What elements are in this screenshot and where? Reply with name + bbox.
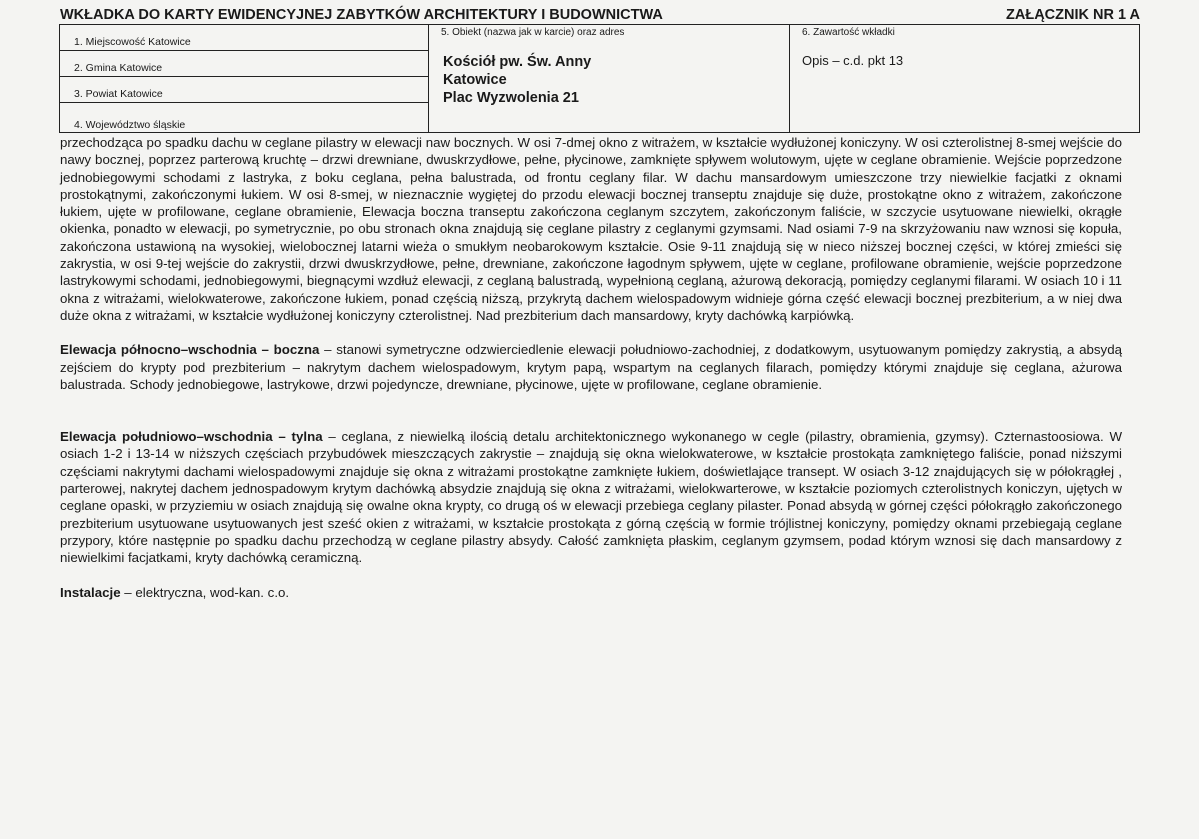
object-address: Plac Wyzwolenia 21 [443,90,579,106]
field-miejscowosc-text: 1. Miejscowość Katowice [74,36,191,48]
paragraph-2 [60,341,1122,393]
field-powiat [60,77,428,103]
paragraph-3-heading: Elewacja południowo–wschodnia – tylna [60,429,323,445]
field-gmina [60,51,428,77]
object-field [428,25,790,132]
contents-value: Opis – c.d. pkt 13 [802,53,904,68]
paragraph-3 [60,428,1122,566]
paragraph-4 [60,584,1122,601]
annex-label: ZAŁĄCZNIK NR 1 A [1006,7,1140,23]
contents-label: 6. Zawartość wkładki [802,27,895,38]
contents-field [789,25,1140,132]
location-fields [60,25,428,132]
paragraph-3-text: – ceglana, z niewielką ilością detalu architektonicznego wykonanego w cegle (pilastry, obramienia, gzymsy). Czternastoosiowa. W osiach 1-2 i 13-14 w niższych częściach przybudówek mieszczących zakrystie – znajdują się okna wielokwaterowe, w kształcie prostokąta zamkniętego faliście, ponad niższymi częściami nakrytymi dachami wielospadowymi znajduje się okna z witrażami prostokątne zamknięte łukiem, doświetlające transept. W osiach 3-12 znajdujących się w półokrągłej , parterowej, nakrytej dachem jednospadowym krytym dachówką absydzie znajdują się okna z witrażami, wielokwarterowe, w kształcie poziomych czterolistnych koniczyn, ujętych w ceglane opaski, w przyziemiu w osiach znajdują się owalne okna krypty, co drugą oś w elewacji przebiega ceglany pilaster. Ponad absydą w górnej części półokrągło zakończonego prezbiterium usytuowane usytuowanych jest sześć okien z witrażami, w kształcie prostokąta z górną częścią w formie trójlistnej koniczyny, pomiędzy oknami przebiegają ceglane przypory, które następnie po spadku dachu przechodzą w ceglane pilastry absydy. Całość zamknięta płaskim, ceglanym gzymsem, podad którym wznosi się dach mansardowy z niewielkimi facjatkami, kryty dachówką ceramiczną. [60,429,1122,566]
title-row [60,7,1140,25]
paragraph-2-text: – stanowi symetryczne odzwierciedlenie elewacji południowo-zachodniej, z dodatkowym, usytuowanym pomiędzy zakrystią, a absydą zejściem do krypty pod prezbiterium – nakrytym dachem wielospadowym, krytym papą, wspartym na ceglanych filarach, pomiędzy którymi znajduje się ceglana, ażurowa balustrada. Schody jednobiegowe, lastrykowe, drzwi pojedyncze, drewniane, płycinowe, ujęte w profilowane, ceglane obramienie. [60,342,1122,392]
object-name: Kościół pw. Św. Anny [443,54,592,70]
field-wojewodztwo [60,103,428,133]
paragraph-1: przechodząca po spadku dachu w ceglane pilastry w elewacji naw bocznych. W osi 7-dmej okno z witrażem, w kształcie wydłużonej koniczyny. W osi czterolistnej 8-smej wejście do nawy bocznej, poprzez parterową kruchtę – drzwi drewniane, dwuskrzydłowe, pełne, płycinowe, zamknięte spływem wolutowym, ujęte w ceglane obramienie. Wejście poprzedzone jednobiegowymi schodami z lastryka, z boku ceglana, pełna balustrada, od frontu ceglany filar. W dachu mansardowym umieszczone trzy niewielkie facjatki z oknami prostokątnymi, zakończonymi łukiem. W osi 8-smej, w nieznacznie wygiętej do przodu elewacji bocznej transeptu znajduje się duże, prostokątne okno z witrażem, zakończone łukiem, ujęte w profilowane, ceglane obramienie, Elewacja boczna transeptu zakończona ceglanym szczytem, zakończonym faliście, w szczycie usytuowane niewielki, okrągłe okienka, ponadto w elewacji, po symetrycznie, po obu stronach okna znajdują się ceglane pilastry z ceglanymi gzymsami. Nad osiami 7-9 na skrzyżowaniu naw wznosi się kopuła, zakończona ustawioną na wysokiej, wielobocznej latarni wieża o smukłym neobarokowym kształcie. Osie 9-11 znajdują się w nieco niższej bocznej części, w której zmieści się zakrystia, w osi 9-tej wejście do zakrystii, drzwi dwuskrzydłowe, pełne, drewniane, zakończone łagodnym spływem, ujęte w ceglane, profilowane obramienie, wejście poprzedzone lastrykowymi schodami, jednobiegowymi, biegnącymi wzdłuż elewacji, z ceglaną balustradą, wypełnioną ceglaną, ażurową dekoracją, pomiędzy ceglanymi filarami. W osiach 10 i 11 okna z witrażami, wielokwaterowe, zakończone łukiem, ponad częścią niższą, przykrytą dachem wielospadowym widnieje górna część elewacji bocznej prezbiterium, a w niej dwa duże okna z witrażami, w kształcie wydłużonej koniczyny czterolistnej. Nad prezbiterium dach mansardowy, kryty dachówką karpiówką. [60,135,1122,323]
field-gmina-text: 2. Gmina Katowice [74,62,163,74]
field-wojewodztwo-text: 4. Województwo śląskie [74,119,186,131]
object-value [443,53,591,107]
paragraph-2-heading: Elewacja północno–wschodnia – boczna [60,342,320,358]
header-form [59,24,1140,133]
paragraph-4-text: – elektryczna, wod-kan. c.o. [120,584,290,600]
description-body [60,134,1122,601]
field-miejscowosc [60,25,428,51]
document-title: WKŁADKA DO KARTY EWIDENCYJNEJ ZABYTKÓW ARCHITEKTURY I BUDOWNICTWA [60,7,663,23]
object-label: 5. Obiekt (nazwa jak w karcie) oraz adres [441,27,625,38]
field-powiat-text: 3. Powiat Katowice [74,88,163,100]
object-city: Katowice [443,72,507,88]
paragraph-4-heading: Instalacje [60,584,121,600]
